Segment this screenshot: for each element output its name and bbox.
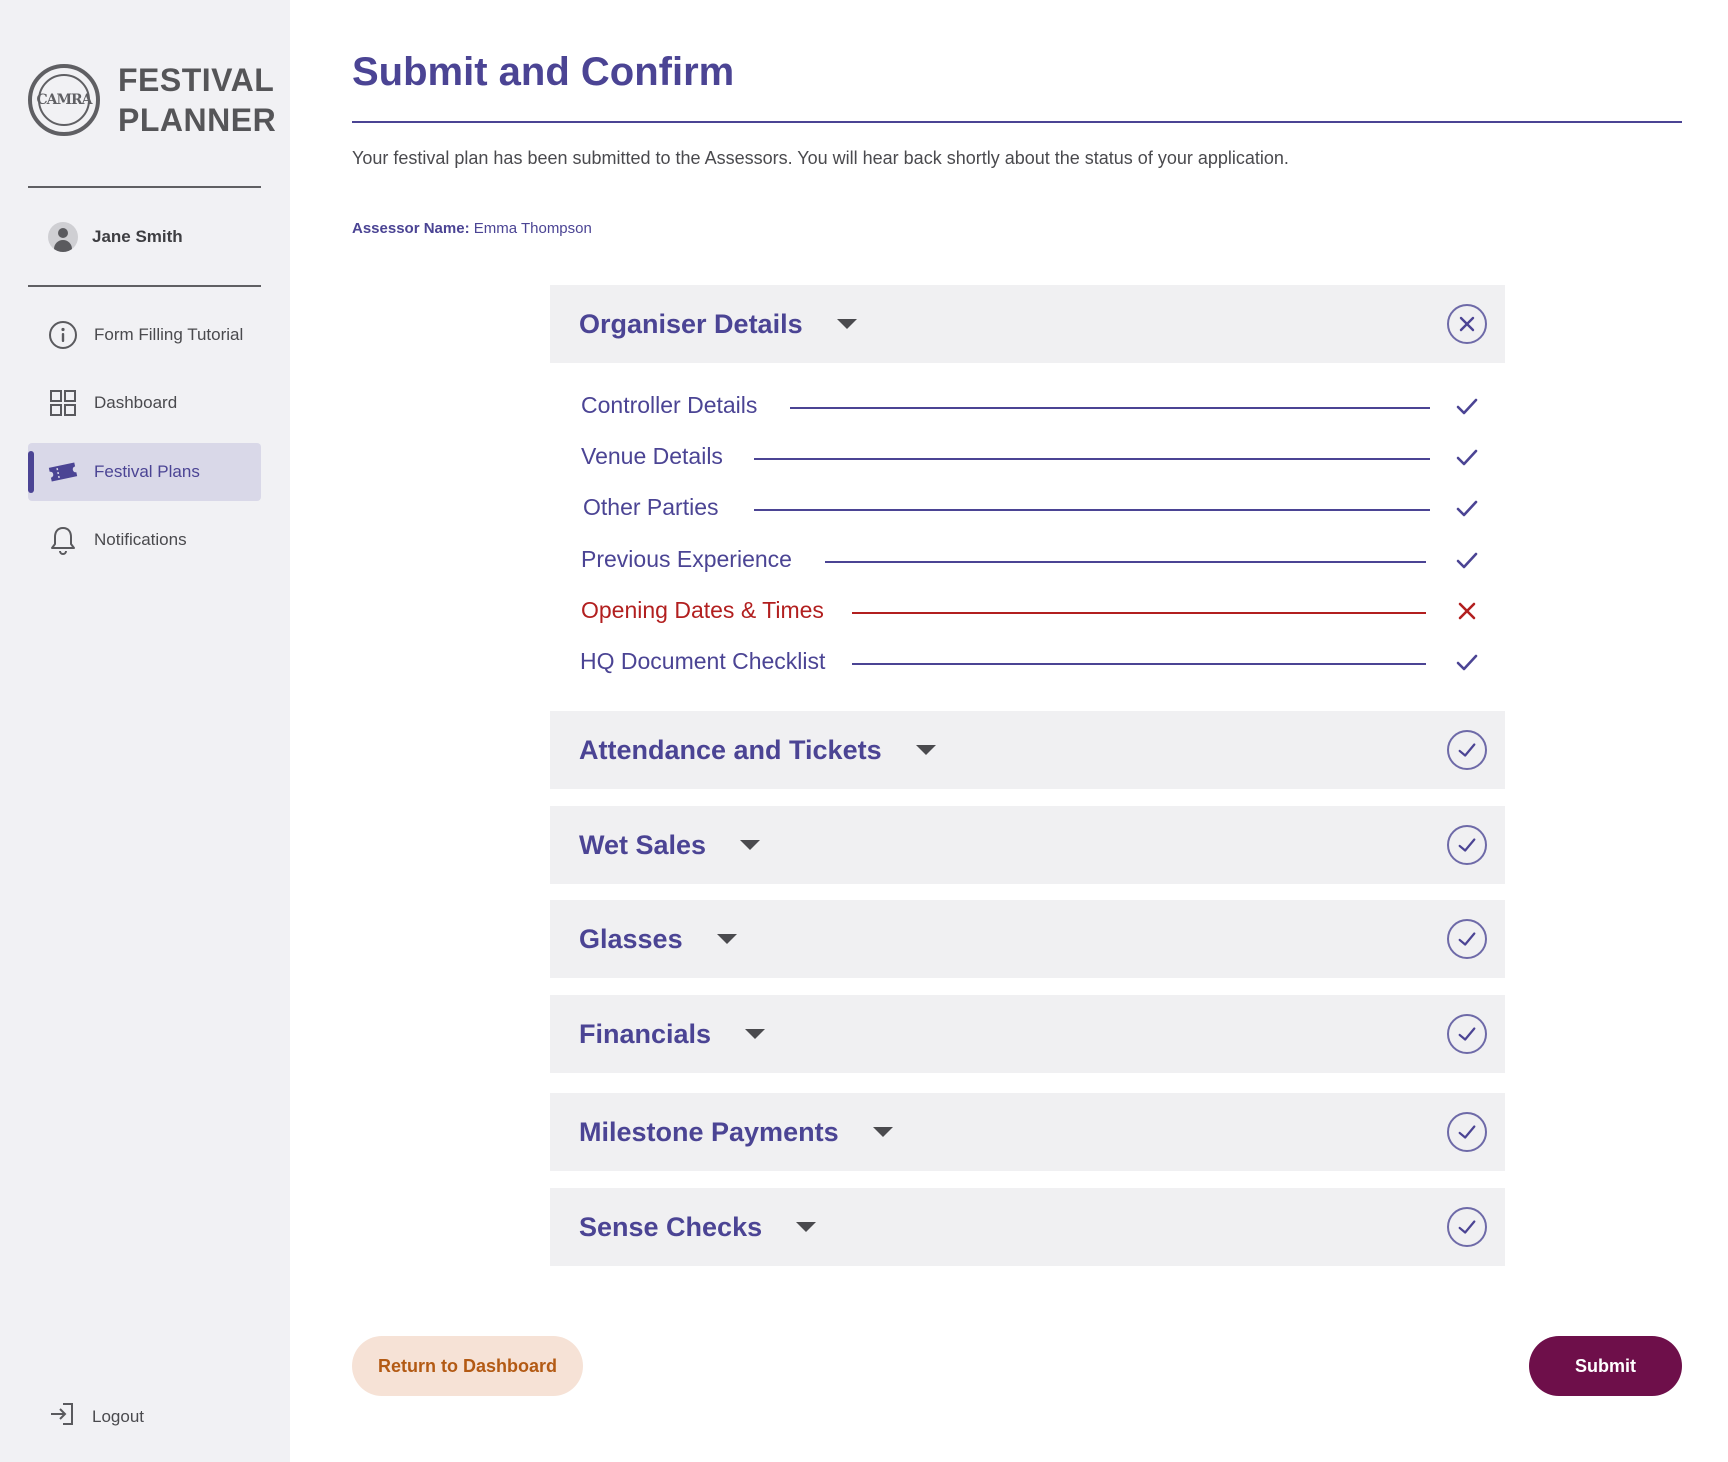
intro-text: Your festival plan has been submitted to the Assessors. You will hear back shortly about the status of your application. — [352, 148, 1289, 168]
check-icon — [1455, 496, 1479, 520]
status-check-icon — [1447, 1112, 1487, 1152]
checklist-item-other-parties[interactable] — [550, 488, 1505, 528]
caret-down-icon[interactable] — [873, 1127, 893, 1137]
section-title: Glasses — [579, 923, 683, 954]
app-title-line1: FESTIVAL — [118, 62, 275, 98]
checklist-item-label: HQ Document Checklist — [580, 648, 826, 674]
caret-down-icon[interactable] — [745, 1029, 765, 1039]
sidebar — [0, 0, 290, 1462]
sidebar-item-festival-plans[interactable] — [28, 443, 261, 501]
status-check-icon — [1447, 825, 1487, 865]
status-error-icon — [1447, 304, 1487, 344]
assessor-info — [352, 220, 592, 237]
checklist-item-label: Opening Dates & Times — [581, 597, 824, 623]
check-icon — [1455, 445, 1479, 469]
assessor-name: Emma Thompson — [473, 220, 592, 237]
section-attendance-and-tickets[interactable] — [550, 711, 1505, 789]
caret-down-icon[interactable] — [740, 840, 760, 850]
sidebar-item-label: Dashboard — [94, 393, 178, 412]
sidebar-item-label: Notifications — [94, 530, 187, 549]
status-check-icon — [1447, 1014, 1487, 1054]
section-title: Milestone Payments — [579, 1116, 839, 1147]
sidebar-item-dashboard[interactable] — [28, 374, 261, 432]
section-financials[interactable] — [550, 995, 1505, 1073]
section-title: Organiser Details — [579, 308, 803, 339]
status-check-icon — [1447, 730, 1487, 770]
section-title: Financials — [579, 1018, 712, 1049]
logout-icon — [48, 1400, 76, 1433]
checklist-item-opening-dates-times[interactable] — [550, 591, 1505, 631]
leader-line — [754, 509, 1430, 511]
logo-mark-text: CAMRA — [36, 92, 92, 108]
assessor-label: Assessor Name: — [352, 220, 470, 237]
camra-logo-icon — [28, 64, 100, 136]
section-glasses[interactable] — [550, 900, 1505, 978]
leader-line — [852, 663, 1426, 665]
user-profile[interactable] — [48, 222, 183, 252]
section-sense-checks[interactable] — [550, 1188, 1505, 1266]
section-organiser-details[interactable] — [550, 285, 1505, 363]
sidebar-divider — [28, 285, 261, 287]
logout-label: Logout — [92, 1406, 144, 1426]
logout-button[interactable] — [48, 1400, 144, 1433]
info-icon — [48, 320, 78, 350]
title-divider — [352, 121, 1682, 123]
section-wet-sales[interactable] — [550, 806, 1505, 884]
status-check-icon — [1447, 1207, 1487, 1247]
caret-down-icon[interactable] — [837, 319, 857, 329]
caret-down-icon[interactable] — [916, 745, 936, 755]
sidebar-item-form-filling-tutorial[interactable] — [28, 306, 261, 364]
checklist-item-venue-details[interactable] — [550, 437, 1505, 477]
checklist-item-hq-document-checklist[interactable] — [550, 642, 1505, 682]
sidebar-item-label: Form Filling Tutorial — [94, 325, 244, 344]
leader-line — [825, 561, 1426, 563]
check-icon — [1455, 650, 1479, 674]
sidebar-item-notifications[interactable] — [28, 511, 261, 569]
avatar — [48, 222, 78, 252]
app-logo[interactable] — [28, 60, 276, 140]
error-x-icon — [1455, 599, 1479, 623]
app-title — [118, 60, 276, 140]
submit-button[interactable]: Submit — [1529, 1336, 1682, 1396]
checklist-item-label: Other Parties — [583, 494, 719, 520]
checklist-item-label: Venue Details — [581, 443, 723, 469]
checklist-item-label: Controller Details — [581, 392, 758, 418]
section-title: Attendance and Tickets — [579, 734, 882, 765]
section-title: Wet Sales — [579, 829, 707, 860]
section-milestone-payments[interactable] — [550, 1093, 1505, 1171]
app-title-line2: PLANNER — [118, 102, 277, 138]
checklist-item-label: Previous Experience — [581, 546, 792, 572]
page-title: Submit and Confirm — [352, 50, 735, 94]
check-icon — [1455, 394, 1479, 418]
caret-down-icon[interactable] — [796, 1222, 816, 1232]
bell-icon — [48, 525, 78, 555]
sidebar-item-label: Festival Plans — [94, 462, 200, 481]
leader-line — [790, 407, 1430, 409]
user-name: Jane Smith — [92, 227, 183, 246]
check-icon — [1455, 548, 1479, 572]
grid-icon — [48, 388, 78, 418]
checklist-item-controller-details[interactable] — [550, 386, 1505, 426]
section-title: Sense Checks — [579, 1211, 763, 1242]
ticket-icon — [48, 457, 78, 487]
return-to-dashboard-button[interactable]: Return to Dashboard — [352, 1336, 583, 1396]
caret-down-icon[interactable] — [717, 934, 737, 944]
leader-line — [852, 612, 1426, 614]
status-check-icon — [1447, 919, 1487, 959]
checklist-item-previous-experience[interactable] — [550, 540, 1505, 580]
sidebar-divider — [28, 186, 261, 188]
leader-line — [754, 458, 1430, 460]
